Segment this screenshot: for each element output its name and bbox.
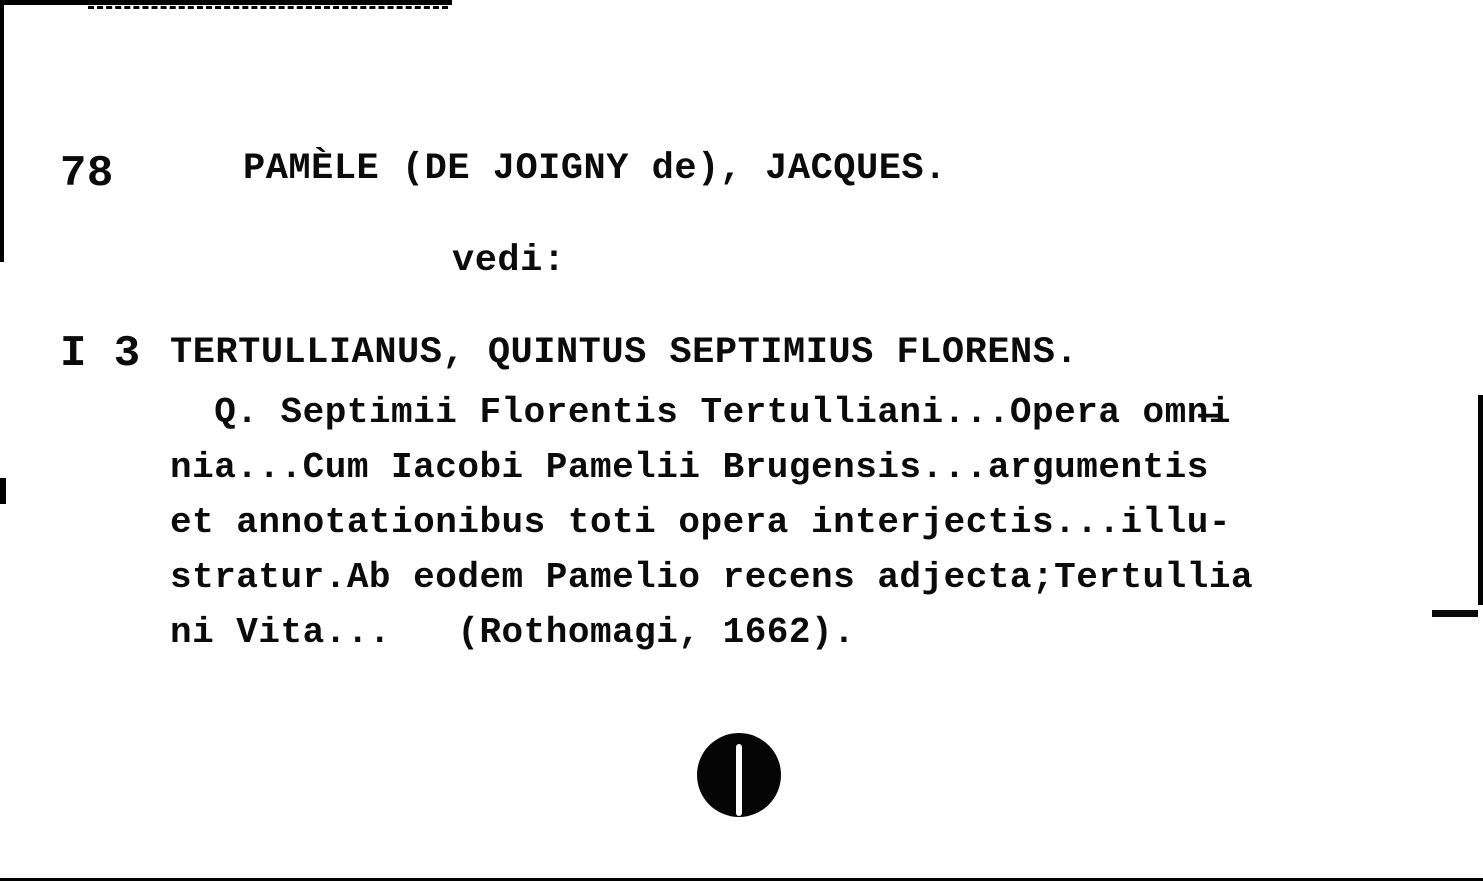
body-line: stratur.Ab eodem Pamelio recens adjecta;Tertullia bbox=[170, 557, 1254, 598]
scan-edge-top bbox=[0, 0, 452, 5]
scan-edge-left-tick bbox=[0, 478, 6, 504]
entry-body bbox=[170, 390, 1253, 665]
hole-punch-icon bbox=[697, 733, 781, 817]
scan-edge-right bbox=[1478, 395, 1483, 605]
cross-reference-label: vedi: bbox=[452, 240, 566, 282]
hole-slit bbox=[736, 744, 742, 816]
main-heading: PAMÈLE (DE JOIGNY de), JACQUES. bbox=[243, 148, 947, 190]
scan-edge-left bbox=[0, 0, 4, 262]
body-line: et annotationibus toti opera interjectis...illu- bbox=[170, 502, 1231, 543]
call-number-line1: 78 bbox=[60, 149, 114, 199]
body-line: Q. Septimii Florentis Tertulliani...Opera omn̶i bbox=[170, 392, 1231, 433]
scan-edge-top-dashed bbox=[88, 6, 448, 9]
call-number bbox=[60, 24, 168, 504]
underline-mark bbox=[1432, 610, 1478, 617]
body-line: ni Vita... (Rothomagi, 1662). bbox=[170, 612, 856, 653]
body-line: nia...Cum Iacobi Pamelii Brugensis...argumentis bbox=[170, 447, 1209, 488]
referenced-heading: TERTULLIANUS, QUINTUS SEPTIMIUS FLORENS. bbox=[170, 332, 1079, 374]
call-number-line2: I 3 bbox=[60, 329, 141, 379]
